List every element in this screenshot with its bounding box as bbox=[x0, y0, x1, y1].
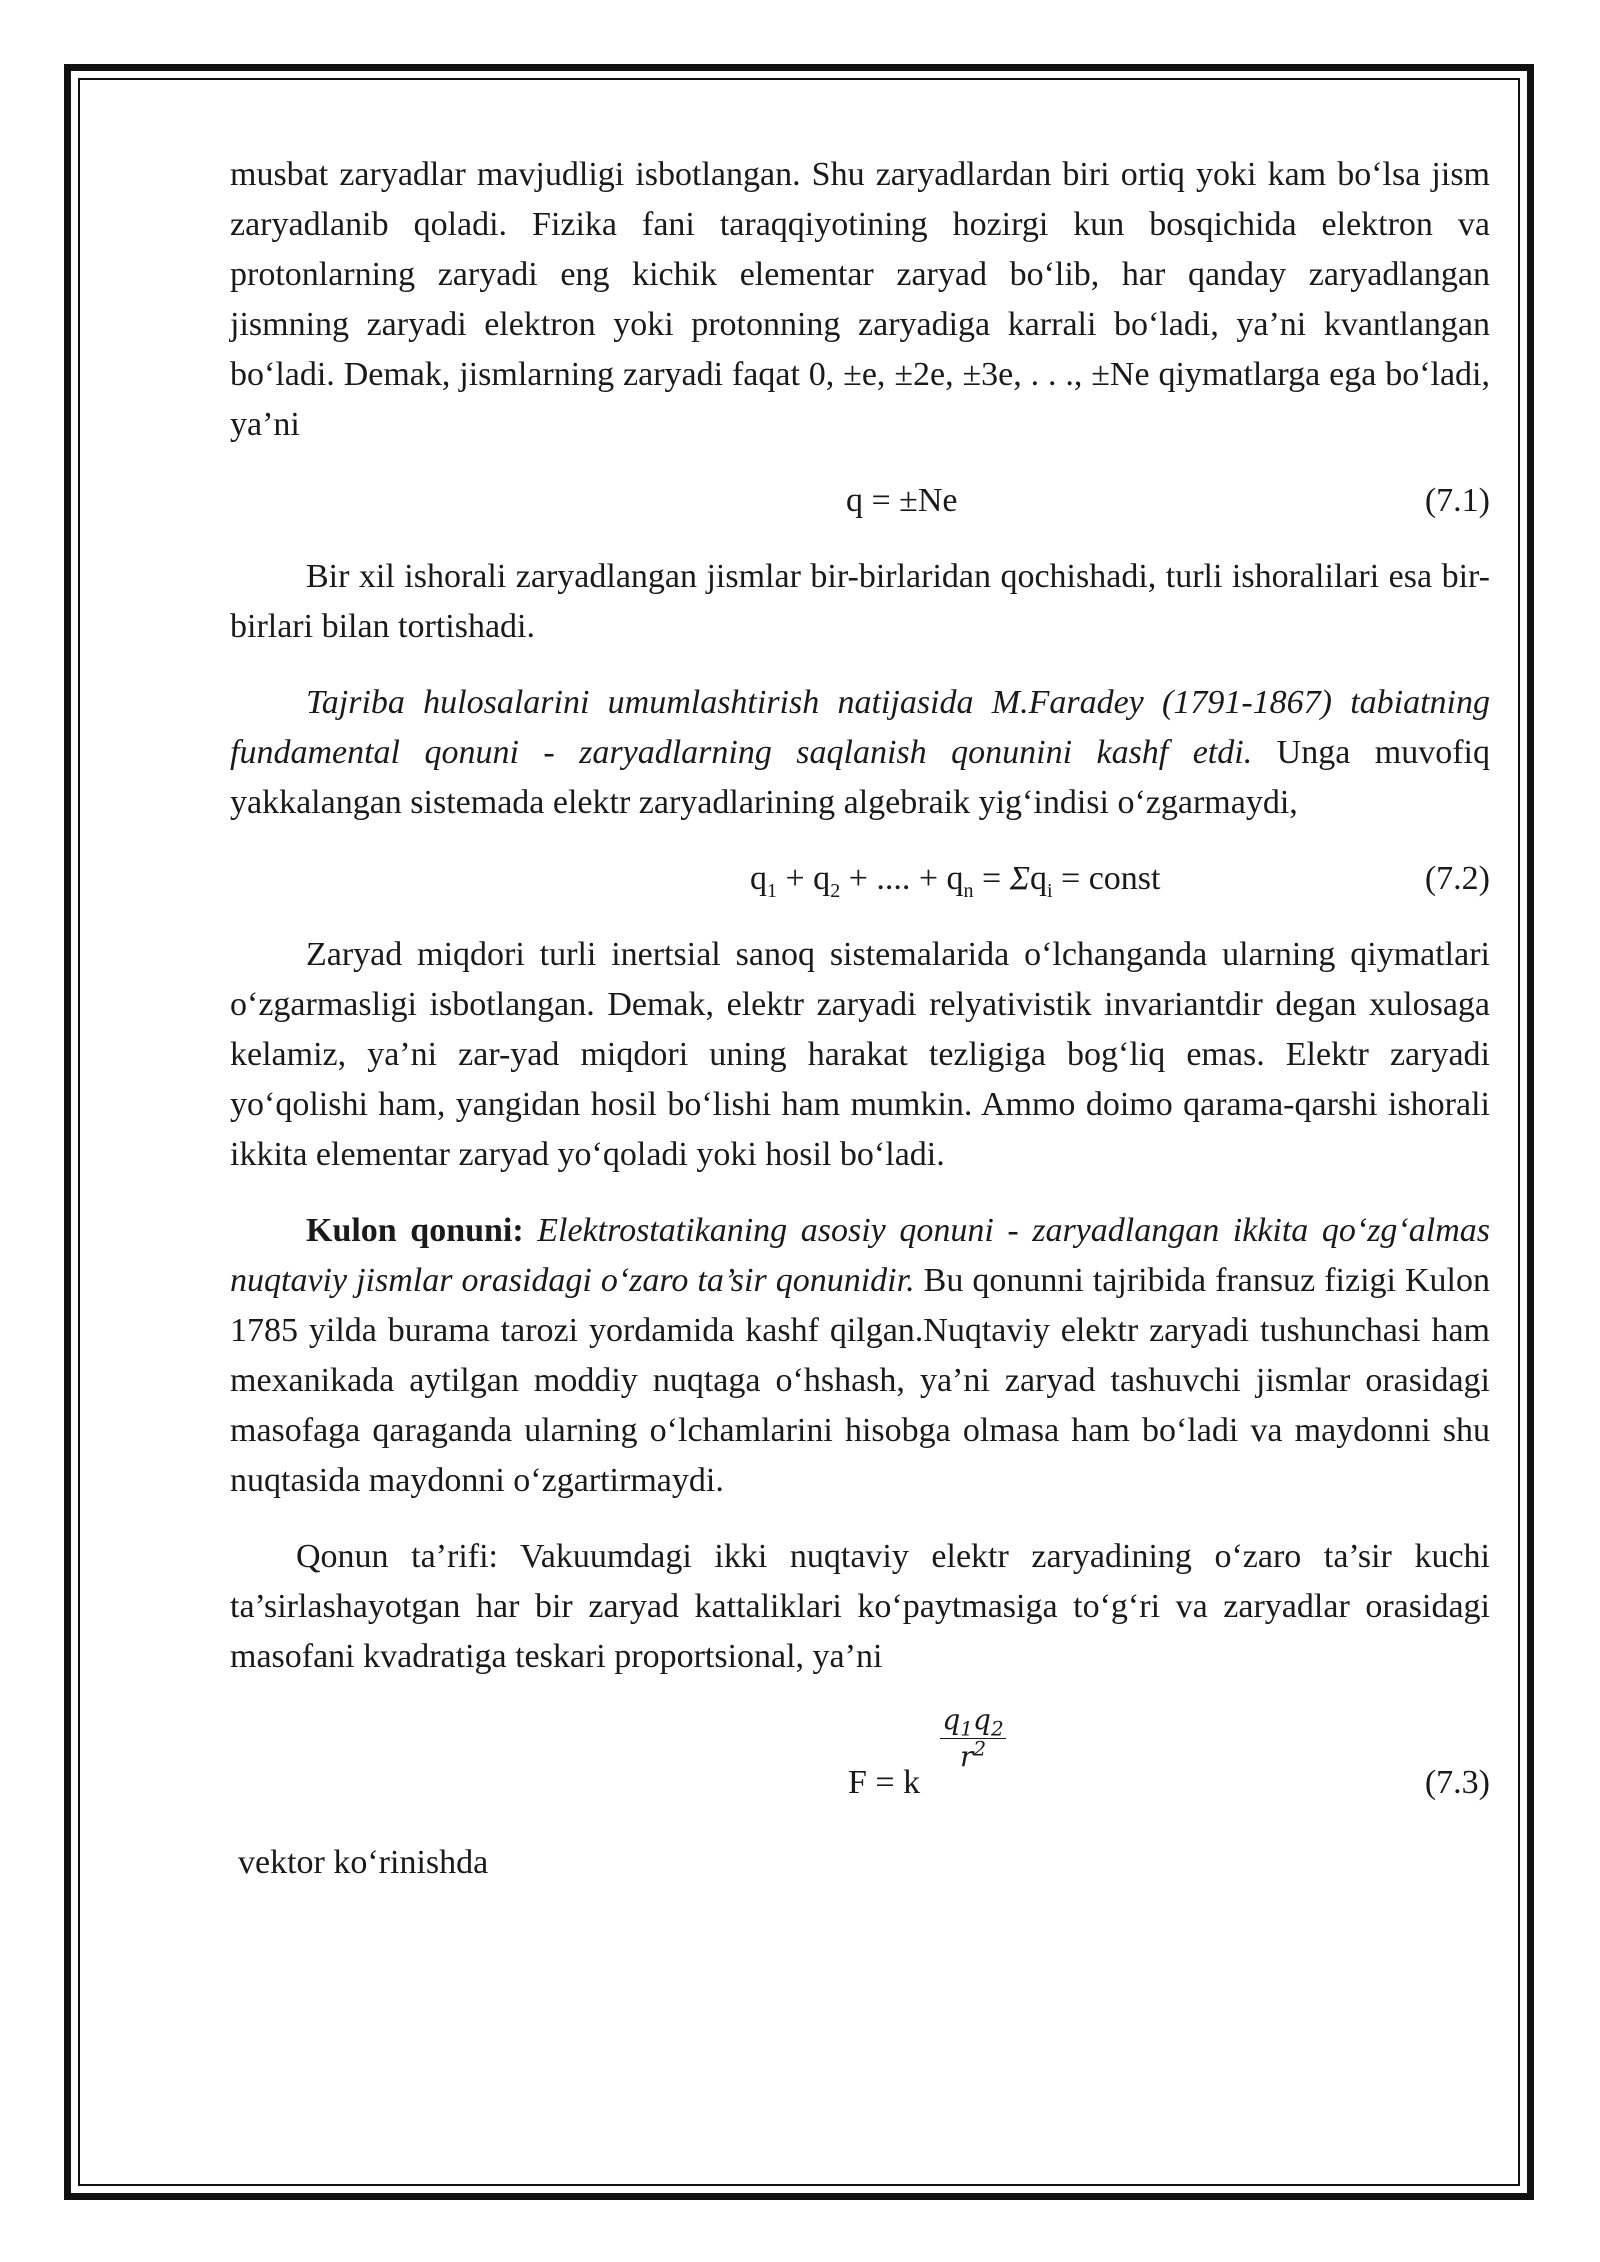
paragraph-coulomb-law bbox=[230, 1206, 1490, 1506]
conservation-law-text: Unga muvofiq yakkalangan sistemada elektr zaryadlarining algebraik yig‘indisi o‘zgarmaydi, bbox=[230, 734, 1490, 821]
equation-7-3-prefix: F = k bbox=[848, 1764, 921, 1801]
equation-7-3-number: (7.3) bbox=[1424, 1764, 1490, 1801]
paragraph-charge-quantization: musbat zaryadlar mavjudligi isbotlangan. Shu zaryadlardan biri ortiq yoki kam bo‘lsa jism zaryadlanib qoladi. Fizika fani taraqqiyotining hozirgi kun bosqichida elektron va protonlarning zaryadi eng kichik elementar zaryad bo‘lib, har qanday zaryadlangan jismning zaryadi elektron yoki protonning zaryadiga karrali bo‘ladi, ya’ni kvantlangan bo‘ladi. Demak, jismlarning zaryadi faqat 0, ±e, ±2e, ±3e, . . ., ±Ne qiymatlarga ega bo‘ladi, ya’ni bbox=[230, 156, 1490, 443]
paragraph-invariance: Zaryad miqdori turli inertsial sanoq sistemalarida o‘lchanganda ularning qiymatlari o‘zgarmasligi isbotlangan. Demak, elektr zaryadi relyativistik invariantdir degan xulosaga kelamiz, ya’ni zar-yad miqdori uning harakat tezligiga bog‘liq emas. Elektr zaryadi yo‘qolishi ham, yangidan hosil bo‘lishi ham mumkin. Ammo doimo qarama-qarshi ishorali ikkita elementar zaryad yo‘qoladi yoki hosil bo‘ladi. bbox=[230, 936, 1490, 1173]
coulomb-law-statement: Elektrostatikaning asosiy qonuni - zaryadlangan ikkita qo‘zg‘almas nuqtaviy jismlar orasidagi o‘zaro ta’sir qonunidir. bbox=[230, 1212, 1490, 1299]
paragraph-like-charges: Bir xil ishorali zaryadlangan jismlar bir-birlaridan qochishadi, turli ishoralilari esa bir-birlari bilan tortishadi. bbox=[230, 558, 1490, 645]
paragraph-conservation-law bbox=[230, 678, 1490, 828]
equation-7-3 bbox=[230, 1703, 1490, 1808]
equation-7-1-expression: q = ±Ne bbox=[846, 482, 958, 519]
fraction-numerator: $q_1q_2$ bbox=[942, 1703, 1004, 1741]
equation-7-1-number: (7.1) bbox=[1424, 482, 1490, 519]
conservation-law-statement: Tajriba hulosalarini umumlashtirish natijasida M.Faradey (1791-1867) tabiatning fundamental qonuni - zaryadlarning saqlanish qonunini kashf etdi. bbox=[230, 684, 1490, 771]
equation-7-1 bbox=[230, 476, 1490, 526]
equation-7-2 bbox=[230, 854, 1490, 904]
equation-7-2-expression: $q_1 + q_2$ + .... + $q_n = \Sigma q_i$ = const bbox=[750, 860, 1161, 902]
coulomb-law-text: Bu qonunni tajribida fransuz fizigi Kulon 1785 yilda burama tarozi yordamida kashf qilgan.Nuqtaviy elektr zaryadi tushunchasi ham mexanikada aytilgan moddiy nuqtaga o‘hshash, ya’ni zaryad tashuvchi jismlar orasidagi masofaga qaraganda ularning o‘lchamlarini hisobga olmasa ham bo‘ladi va maydonni shu nuqtasida maydonni o‘zgartirmaydi. bbox=[230, 1262, 1490, 1499]
coulomb-law-heading: Kulon qonuni: bbox=[306, 1212, 524, 1249]
sigma-symbol: Σ bbox=[1009, 860, 1030, 897]
coulomb-fraction bbox=[938, 1704, 1008, 1773]
paragraph-vector-form: vektor ko‘rinishda bbox=[238, 1844, 489, 1881]
fraction-denominator: $r^2$ bbox=[959, 1736, 987, 1773]
equation-7-2-number: (7.2) bbox=[1424, 860, 1490, 897]
paragraph-law-definition: Qonun ta’rifi: Vakuumdagi ikki nuqtaviy elektr zaryadining o‘zaro ta’sir kuchi ta’sirlashayotgan har bir zaryad kattaliklari ko‘paytmasiga to‘g‘ri va zaryadlar orasidagi masofani kvadratiga teskari proportsional, ya’ni bbox=[230, 1538, 1490, 1675]
document-body bbox=[230, 150, 1490, 1888]
